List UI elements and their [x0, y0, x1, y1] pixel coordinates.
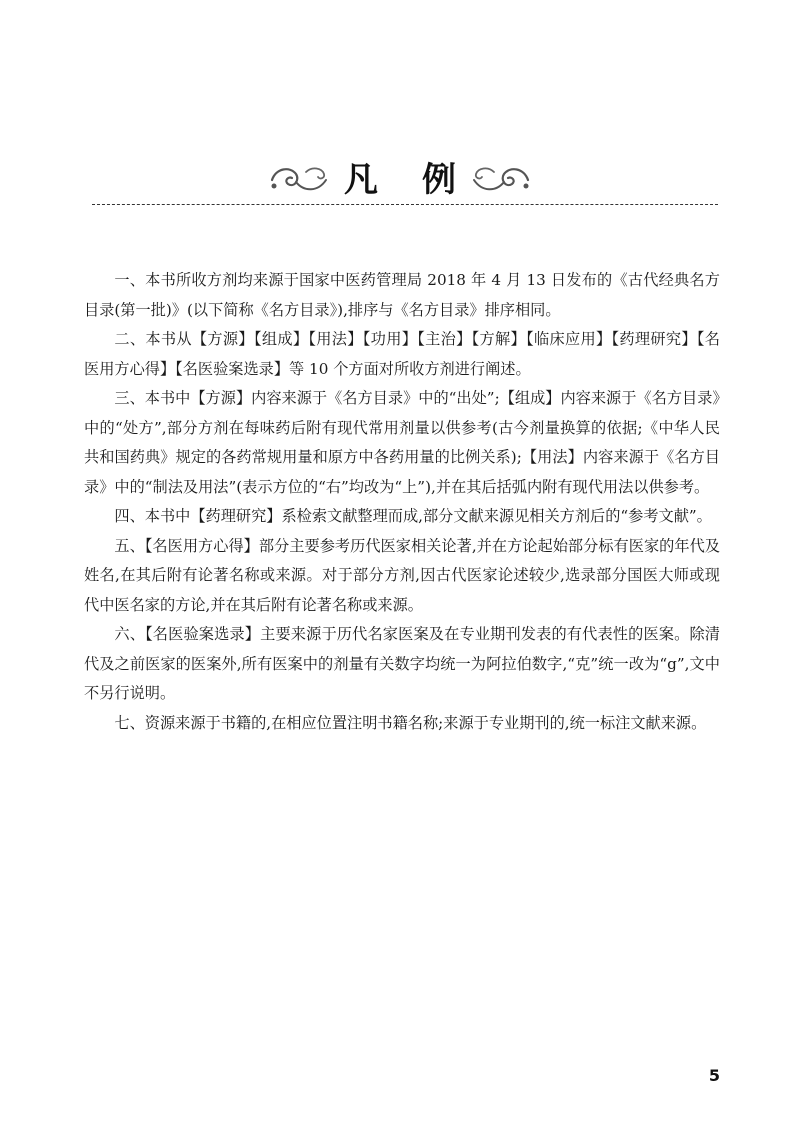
paragraph-5: 五、【名医用方心得】部分主要参考历代医家相关论著,并在方论起始部分标有医家的年代及姓名,在其后附有论著名称或来源。对于部分方剂,因古代医家论述较少,选录部分国医大师或现代中医名家的方论,并在其后附有论著名称或来源。	[84, 536, 720, 614]
title-row	[0, 158, 800, 202]
paragraph-2: 二、本书从【方源】【组成】【用法】【功用】【主治】【方解】【临床应用】【药理研究】【名医用方心得】【名医验案选录】等 10 个方面对所收方剂进行阐述。	[84, 330, 720, 378]
swirl-ornament-icon	[266, 162, 330, 198]
paragraph-1: 一、本书所收方剂均来源于国家中医药管理局 2018 年 4 月 13 日发布的《古代经典名方目录(第一批)》(以下简称《名方目录》),排序与《名方目录》排序相同。	[84, 271, 720, 319]
paragraph-7: 七、资源来源于书籍的,在相应位置注明书籍名称;来源于专业期刊的,统一标注文献来源。	[114, 713, 707, 732]
paragraph-4: 四、本书中【药理研究】系检索文献整理而成,部分文献来源见相关方剂后的“参考文献”。	[114, 507, 712, 525]
body-text	[84, 266, 720, 738]
paragraph-6: 六、【名医验案选录】主要来源于历代名家医案及在专业期刊发表的有代表性的医案。除清代及之前医家的医案外,所有医案中的剂量有关数字均统一为阿拉伯数字,“克”统一改为“g”,文中不另行说明。	[84, 625, 720, 702]
swirl-ornament-icon	[470, 162, 534, 198]
header-divider	[92, 204, 718, 205]
paragraph-3: 三、本书中【方源】内容来源于《名方目录》中的“出处”;【组成】内容来源于《名方目录》中的“处方”,部分方剂在每味药后附有现代常用剂量以供参考(古今剂量换算的依据;《中华人民共和国药典》规定的各药常规用量和原方中各药用量的比例关系);【用法】内容来源于《名方目录》中的“制法及用法”(表示方位的“右”均改为“上”),并在其后括弧内附有现代用法以供参考。	[84, 389, 720, 496]
page-number: 5	[708, 1066, 720, 1085]
page-header	[0, 150, 800, 210]
page-title: 凡例	[344, 160, 500, 200]
